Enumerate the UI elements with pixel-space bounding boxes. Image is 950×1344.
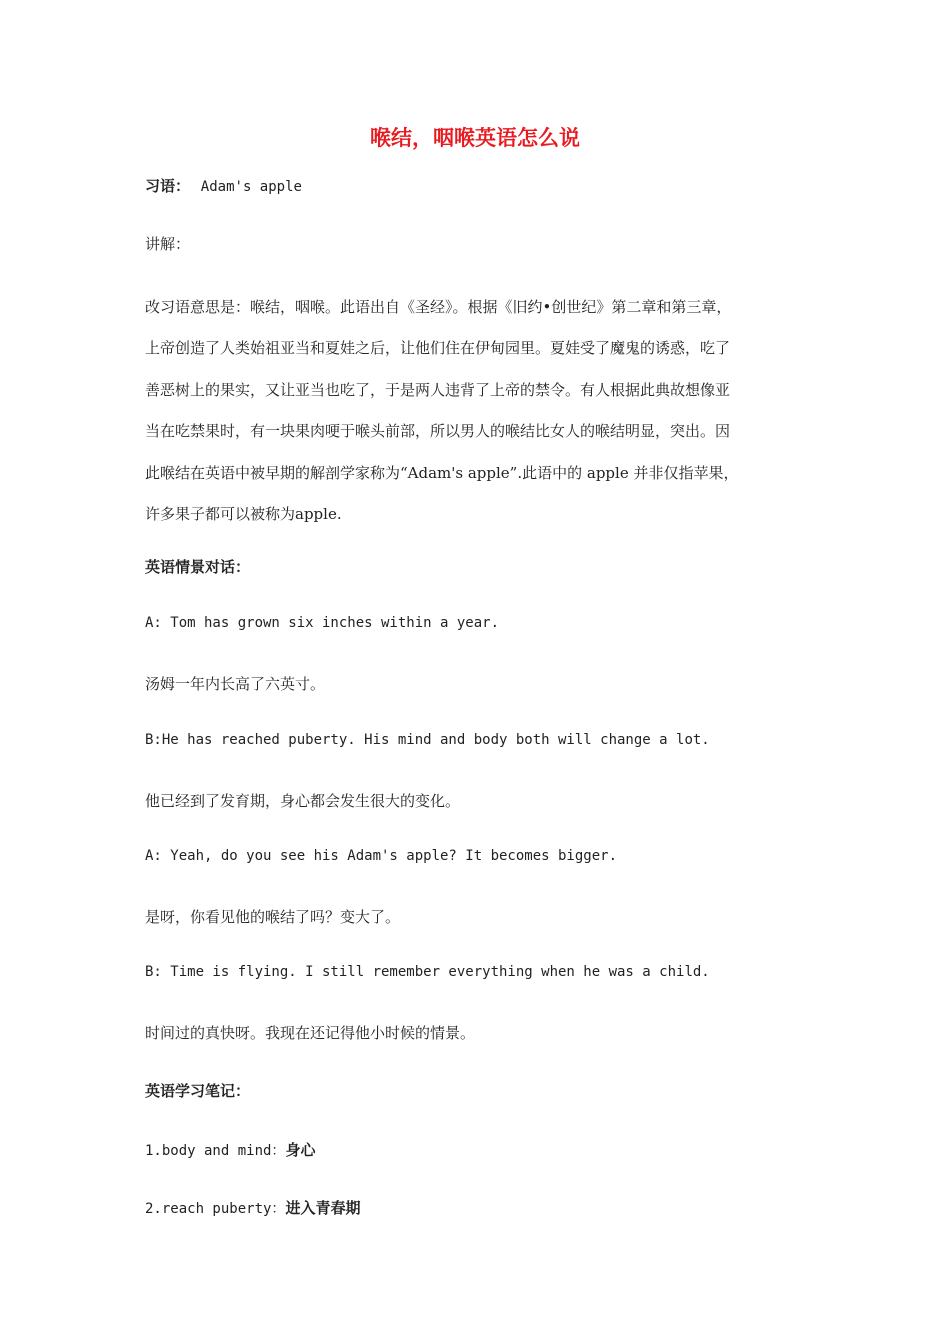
page-title: 喉结，咽喉英语怎么说 [370, 125, 580, 150]
dialog-line-en: A: Yeah, do you see his Adam's apple? It becomes bigger. [145, 848, 618, 864]
dialog-heading: 英语情景对话： [145, 558, 251, 576]
explanation-line: 善恶树上的果实，又让亚当也吃了，于是两人违背了上帝的禁令。有人根据此典故想像亚 [145, 380, 731, 399]
dialog-line-en: A: Tom has grown six inches within a year. [145, 615, 500, 631]
dialog-line-zh: 是呀，你看见他的喉结了吗？变大了。 [145, 908, 401, 926]
explanation-line: 改习语意思是：喉结，咽喉。此语出自《圣经》。根据《旧约•创世纪》第二章和第三章， [145, 298, 732, 316]
dialog-line-zh: 他已经到了发育期，身心都会发生很大的变化。 [145, 792, 461, 810]
idiom-line [145, 175, 302, 196]
notes-heading: 英语学习笔记： [145, 1082, 251, 1100]
note-term: 2.reach puberty： [145, 1201, 286, 1217]
dialog-line-zh: 时间过的真快呀。我现在还记得他小时候的情景。 [145, 1024, 476, 1042]
explanation-line: 许多果子都可以被称为apple. [145, 505, 342, 524]
dialog-line-en: B: Time is flying. I still remember everything when he was a child. [145, 964, 710, 980]
explanation-line: 当在吃禁果时，有一块果肉哽于喉头前部，所以男人的喉结比女人的喉结明显，突出。因 [145, 422, 731, 441]
note-term: 1.body and mind： [145, 1143, 286, 1159]
explanation-paragraph [145, 287, 817, 535]
explanation-line: 上帝创造了人类始祖亚当和夏娃之后，让他们住在伊甸园里。夏娃受了魔鬼的诱惑，吃了 [145, 339, 731, 358]
explain-label: 讲解： [145, 235, 191, 253]
idiom-value: Adam's apple [200, 179, 302, 195]
dialog-line-zh: 汤姆一年内长高了六英寸。 [145, 675, 326, 693]
dialog-line-en: B:He has reached puberty. His mind and body both will change a lot. [145, 732, 710, 748]
idiom-label: 习语： [145, 177, 191, 195]
note-item [145, 1139, 315, 1160]
note-item [145, 1197, 360, 1218]
explanation-line: 此喉结在英语中被早期的解剖学家称为“Adam's apple”.此语中的 apple 并非仅指苹果， [145, 463, 739, 482]
note-meaning: 身心 [285, 1141, 316, 1159]
note-meaning: 进入青春期 [285, 1199, 361, 1217]
